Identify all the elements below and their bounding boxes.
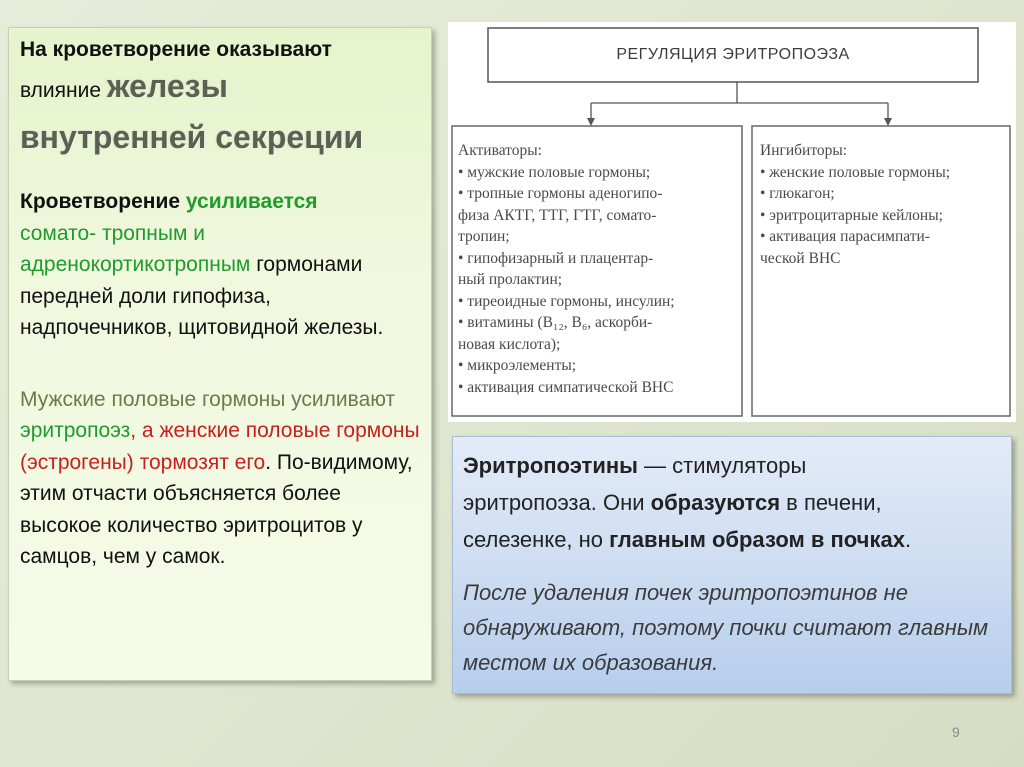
inhibitors-list (760, 140, 1010, 269)
arrow-left-icon (587, 118, 595, 126)
ep-dash: — стимуляторы (637, 453, 807, 478)
activator-item: • тиреоидные гормоны, инсулин; (458, 292, 675, 310)
left-text-panel (8, 27, 432, 681)
regulation-diagram (448, 22, 1016, 422)
p2-adreno: адренокортикотропным (20, 253, 251, 276)
sex-hormones-paragraph (20, 384, 421, 573)
glands-heading-1: железы (106, 68, 228, 104)
ep-main: главным образом в почках (609, 527, 905, 552)
p3-female: , а женские половые гормоны (эстрогены) тормозят его (20, 419, 420, 474)
p2-somato: сомато- тропным и (20, 221, 206, 245)
p3-male: Мужские половые гормоны усиливают (20, 387, 396, 411)
p3-rest: . По-видимому, этим отчасти объясняется более высокое количество эритроцитов у самцов, чем у самок. (20, 450, 413, 568)
diagram-title: РЕГУЛЯЦИЯ ЭРИТРОПОЭЗА (616, 46, 850, 63)
p3-erythropoiesis: эритропоэз (20, 419, 131, 442)
ep-kidney-note: После удаления почек эритропоэтинов не обнаруживают, поэтому почки считают главным местом их образования. (463, 580, 989, 675)
arrow-right-icon (884, 118, 892, 126)
activator-item: • мужские половые гормоны; (458, 163, 651, 181)
activator-item: • микроэлементы; (458, 357, 577, 374)
inhibitor-item: • женские половые гормоны; (760, 163, 951, 181)
ep-line-1 (463, 447, 1001, 484)
ep-formed: образуются (650, 490, 781, 515)
ep-l2-prefix: эритропоэза. Они (463, 490, 651, 515)
activator-item: • витамины (B₁₂, B₆, аскорби- (458, 314, 653, 331)
erythropoietin-box (452, 436, 1012, 694)
activators-heading: Активаторы: (458, 142, 542, 159)
activator-item: • активация симпатической ВНС (458, 378, 674, 396)
ep-line-2 (463, 484, 1001, 521)
page-number: 9 (952, 724, 960, 740)
p2-enhanced: усиливается (185, 190, 318, 213)
inhibitors-heading: Ингибиторы: (760, 142, 848, 159)
activator-item: новая кислота); (458, 335, 561, 353)
intro-line-2 (20, 64, 421, 113)
activators-list (458, 140, 736, 398)
ep-l3-prefix: селезенке, но (463, 527, 610, 552)
ep-line-3 (463, 521, 1001, 558)
intro-prefix: влияние (20, 79, 102, 102)
p2-bold-prefix: Кроветворение (20, 190, 181, 213)
inhibitor-item: • глюкагон; (760, 185, 835, 202)
p2-hormones: гормонами (250, 253, 363, 276)
intro-line: На кроветворение оказывают (20, 38, 332, 61)
activator-item: ный пролактин; (458, 271, 563, 288)
inhibitor-item: • эритроцитарные кейлоны; (760, 206, 943, 224)
ep-l3-suffix: . (904, 527, 912, 552)
activator-item: тропин; (458, 228, 510, 245)
hematopoiesis-paragraph (20, 186, 421, 344)
inhibitor-item: ческой ВНС (760, 249, 841, 267)
glands-heading-2: внутренней секреции (20, 119, 364, 155)
activator-item: • гипофизарный и плацентар- (458, 249, 654, 267)
ep-l2-suffix: в печени, (780, 490, 882, 515)
p2-rest: передней доли гипофиза, надпочечников, щитовидной железы. (20, 284, 384, 339)
ep-term: Эритропоэтины (463, 453, 638, 478)
inhibitor-item: • активация парасимпати- (760, 228, 930, 245)
activator-item: • тропные гормоны аденогипо- (458, 185, 663, 202)
activator-item: физа АКТГ, ТТГ, ГТГ, сомато- (458, 206, 657, 224)
